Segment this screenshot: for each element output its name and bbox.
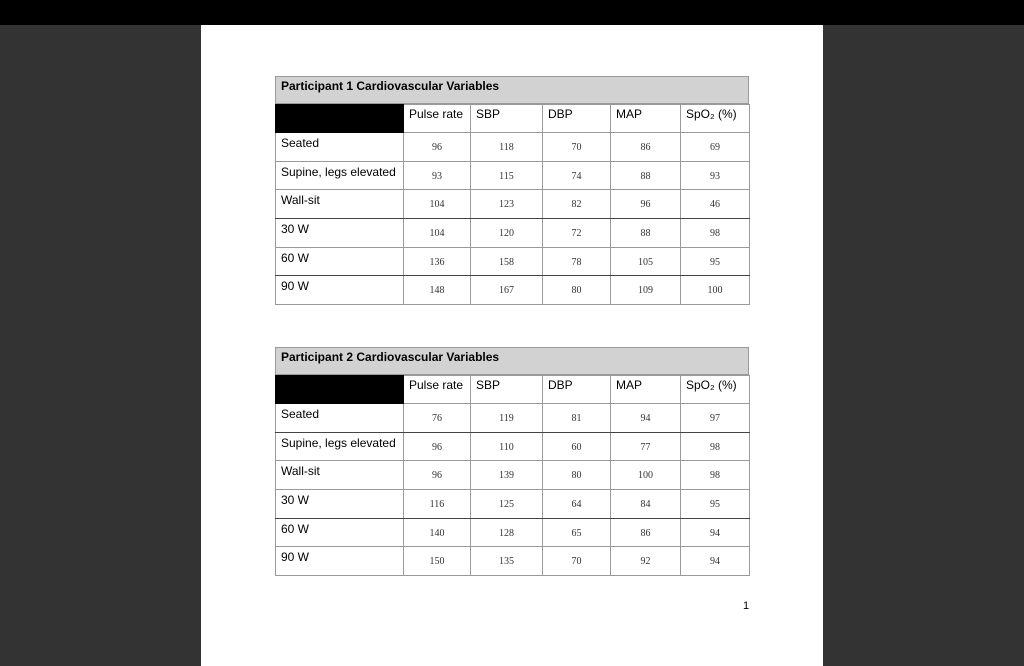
table-cell: 109 (611, 276, 681, 305)
column-header: MAP (611, 105, 681, 133)
row-label: Supine, legs elevated (276, 161, 404, 190)
table-cell: 98 (681, 219, 750, 248)
table-row (276, 190, 750, 219)
header-row (276, 376, 750, 404)
table-cell: 125 (471, 490, 543, 519)
table-cell: 96 (611, 190, 681, 219)
table-cell: 92 (611, 547, 681, 576)
table-row (276, 219, 750, 248)
table-cell: 94 (681, 547, 750, 576)
column-header: DBP (543, 105, 611, 133)
row-label: 90 W (276, 276, 404, 305)
table-cell: 128 (471, 518, 543, 547)
table-cell: 135 (471, 547, 543, 576)
table-cell: 105 (611, 247, 681, 276)
document-page (201, 25, 823, 666)
table-cell: 82 (543, 190, 611, 219)
row-label: Supine, legs elevated (276, 432, 404, 461)
table-cell: 98 (681, 461, 750, 490)
column-header: MAP (611, 376, 681, 404)
table-cell: 96 (404, 133, 471, 162)
table-cell: 115 (471, 161, 543, 190)
table-cell: 140 (404, 518, 471, 547)
column-header: Pulse rate (404, 376, 471, 404)
table-cell: 86 (611, 518, 681, 547)
table-cell: 98 (681, 432, 750, 461)
table-cell: 77 (611, 432, 681, 461)
table-cell: 96 (404, 432, 471, 461)
table-cell: 69 (681, 133, 750, 162)
column-header: SBP (471, 105, 543, 133)
table-cell: 80 (543, 276, 611, 305)
table-cell: 60 (543, 432, 611, 461)
participant-2-table (275, 347, 749, 576)
table-row (276, 432, 750, 461)
table-row (276, 518, 750, 547)
page-number: 1 (743, 600, 750, 612)
column-header: DBP (543, 376, 611, 404)
table-row (276, 404, 750, 433)
table-cell: 64 (543, 490, 611, 519)
table-cell: 94 (681, 518, 750, 547)
row-label: Seated (276, 404, 404, 433)
table-cell: 84 (611, 490, 681, 519)
table-cell: 136 (404, 247, 471, 276)
row-label: 30 W (276, 219, 404, 248)
table-cell: 95 (681, 247, 750, 276)
column-header: SBP (471, 376, 543, 404)
table-cell: 86 (611, 133, 681, 162)
table-row (276, 161, 750, 190)
table-cell: 70 (543, 547, 611, 576)
table-cell: 46 (681, 190, 750, 219)
table-cell: 139 (471, 461, 543, 490)
table-row (276, 461, 750, 490)
table-cell: 119 (471, 404, 543, 433)
data-table (275, 375, 750, 576)
table-cell: 118 (471, 133, 543, 162)
row-label: 30 W (276, 490, 404, 519)
table-cell: 100 (681, 276, 750, 305)
data-table (275, 104, 750, 305)
table-cell: 95 (681, 490, 750, 519)
table-cell: 78 (543, 247, 611, 276)
row-label: 60 W (276, 247, 404, 276)
table-cell: 70 (543, 133, 611, 162)
column-header: SpO₂ (%) (681, 376, 750, 404)
table-cell: 100 (611, 461, 681, 490)
table-cell: 93 (681, 161, 750, 190)
table-title: Participant 1 Cardiovascular Variables (275, 76, 749, 104)
column-header: Pulse rate (404, 105, 471, 133)
table-cell: 80 (543, 461, 611, 490)
table-cell: 74 (543, 161, 611, 190)
table-cell: 116 (404, 490, 471, 519)
table-cell: 96 (404, 461, 471, 490)
table-cell: 148 (404, 276, 471, 305)
table-title: Participant 2 Cardiovascular Variables (275, 347, 749, 375)
table-cell: 123 (471, 190, 543, 219)
table-cell: 88 (611, 219, 681, 248)
row-label: Wall-sit (276, 190, 404, 219)
table-row (276, 490, 750, 519)
row-label: Wall-sit (276, 461, 404, 490)
header-corner-cell (276, 376, 404, 404)
row-label: 60 W (276, 518, 404, 547)
table-cell: 97 (681, 404, 750, 433)
table-cell: 94 (611, 404, 681, 433)
participant-1-table (275, 76, 749, 305)
table-cell: 76 (404, 404, 471, 433)
table-cell: 93 (404, 161, 471, 190)
table-cell: 120 (471, 219, 543, 248)
header-row (276, 105, 750, 133)
header-corner-cell (276, 105, 404, 133)
table-cell: 81 (543, 404, 611, 433)
table-cell: 88 (611, 161, 681, 190)
viewer-top-bar (0, 0, 1024, 25)
table-cell: 110 (471, 432, 543, 461)
table-cell: 104 (404, 219, 471, 248)
table-cell: 158 (471, 247, 543, 276)
table-row (276, 133, 750, 162)
table-row (276, 247, 750, 276)
row-label: Seated (276, 133, 404, 162)
table-cell: 150 (404, 547, 471, 576)
table-cell: 167 (471, 276, 543, 305)
table-row (276, 276, 750, 305)
table-row (276, 547, 750, 576)
table-cell: 65 (543, 518, 611, 547)
row-label: 90 W (276, 547, 404, 576)
table-cell: 72 (543, 219, 611, 248)
table-cell: 104 (404, 190, 471, 219)
column-header: SpO₂ (%) (681, 105, 750, 133)
